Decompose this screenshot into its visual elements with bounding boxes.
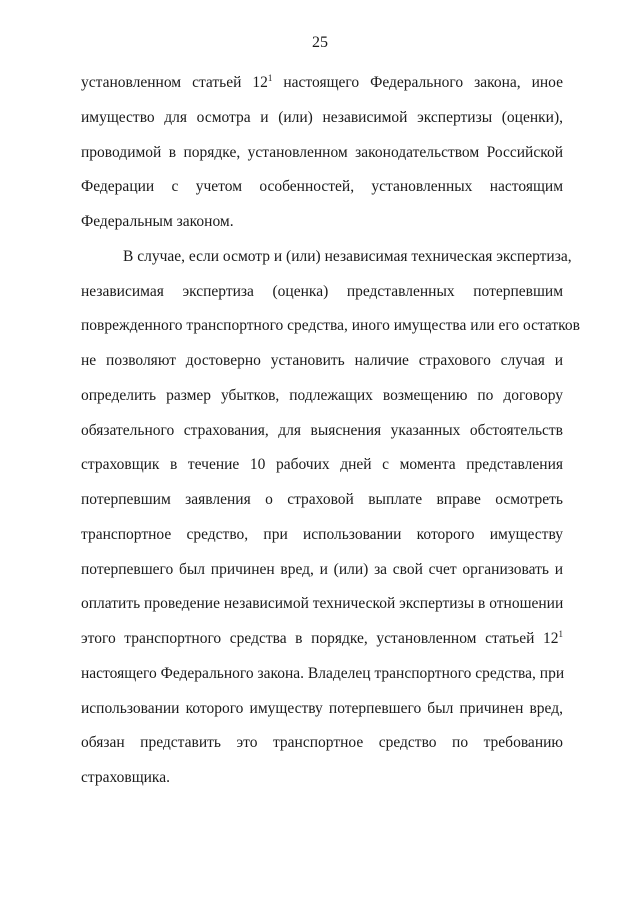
line-text: потерпевшего был причинен вред, и (или) за свой счет организовать и	[81, 560, 563, 578]
line-text: определить размер убытков, подлежащих возмещению по договору	[81, 386, 563, 404]
text-line	[81, 72, 563, 94]
text-line	[81, 211, 563, 233]
text-line	[81, 350, 563, 372]
superscript: 1	[267, 73, 273, 83]
text-line	[123, 246, 572, 268]
text-line	[81, 142, 563, 164]
line-text: обязательного страхования, для выяснения указанных обстоятельств	[81, 421, 563, 439]
line-text: имущество для осмотра и (или) независимой экспертизы (оценки),	[81, 108, 563, 126]
text-line	[81, 559, 563, 581]
text-line	[81, 107, 563, 129]
text-line	[81, 628, 563, 650]
text-line	[81, 698, 563, 720]
superscript: 1	[558, 629, 563, 639]
line-text: установленном статьей 12	[81, 74, 268, 91]
text-line	[81, 420, 563, 442]
text-line	[81, 385, 563, 407]
text-line	[81, 524, 563, 546]
line-text: обязан представить это транспортное средство по требованию	[81, 734, 563, 752]
line-text: не позволяют достоверно установить наличие страхового случая и	[81, 352, 563, 369]
page-number: 25	[312, 34, 328, 51]
text-line	[81, 454, 563, 476]
line-text: оплатить проведение независимой технической экспертизы в отношении	[81, 595, 564, 613]
line-text: страховщика.	[81, 769, 170, 786]
text-line	[81, 732, 563, 754]
text-line	[81, 281, 563, 303]
line-text: В случае, если осмотр и (или) независимая техническая экспертиза,	[123, 247, 572, 265]
line-text-continued: настоящего Федерального закона, иное	[272, 74, 563, 91]
line-text: независимая экспертиза (оценка) представленных потерпевшим	[81, 282, 563, 300]
line-text: страховщик в течение 10 рабочих дней с момента представления	[81, 456, 563, 474]
line-text: использовании которого имуществу потерпевшего был причинен вред,	[81, 699, 563, 717]
line-text: Федерации с учетом особенностей, установленных настоящим	[81, 178, 563, 196]
line-text: потерпевшим заявления о страховой выплате вправе осмотреть	[81, 491, 563, 508]
line-text: Федеральным законом.	[81, 213, 234, 230]
line-text: транспортное средство, при использовании которого имуществу	[81, 525, 563, 543]
line-text: этого транспортного средства в порядке, установленном статьей 12	[81, 630, 559, 647]
text-line	[81, 593, 563, 615]
text-line	[81, 489, 563, 511]
line-text: настоящего Федерального закона. Владелец транспортного средства, при	[81, 664, 565, 682]
text-line	[81, 315, 580, 337]
line-text: проводимой в порядке, установленном законодательством Российской	[81, 143, 563, 161]
line-text: поврежденного транспортного средства, иного имущества или его остатков	[81, 317, 580, 335]
text-line	[81, 767, 563, 789]
text-line	[81, 663, 563, 685]
text-line	[81, 176, 563, 198]
